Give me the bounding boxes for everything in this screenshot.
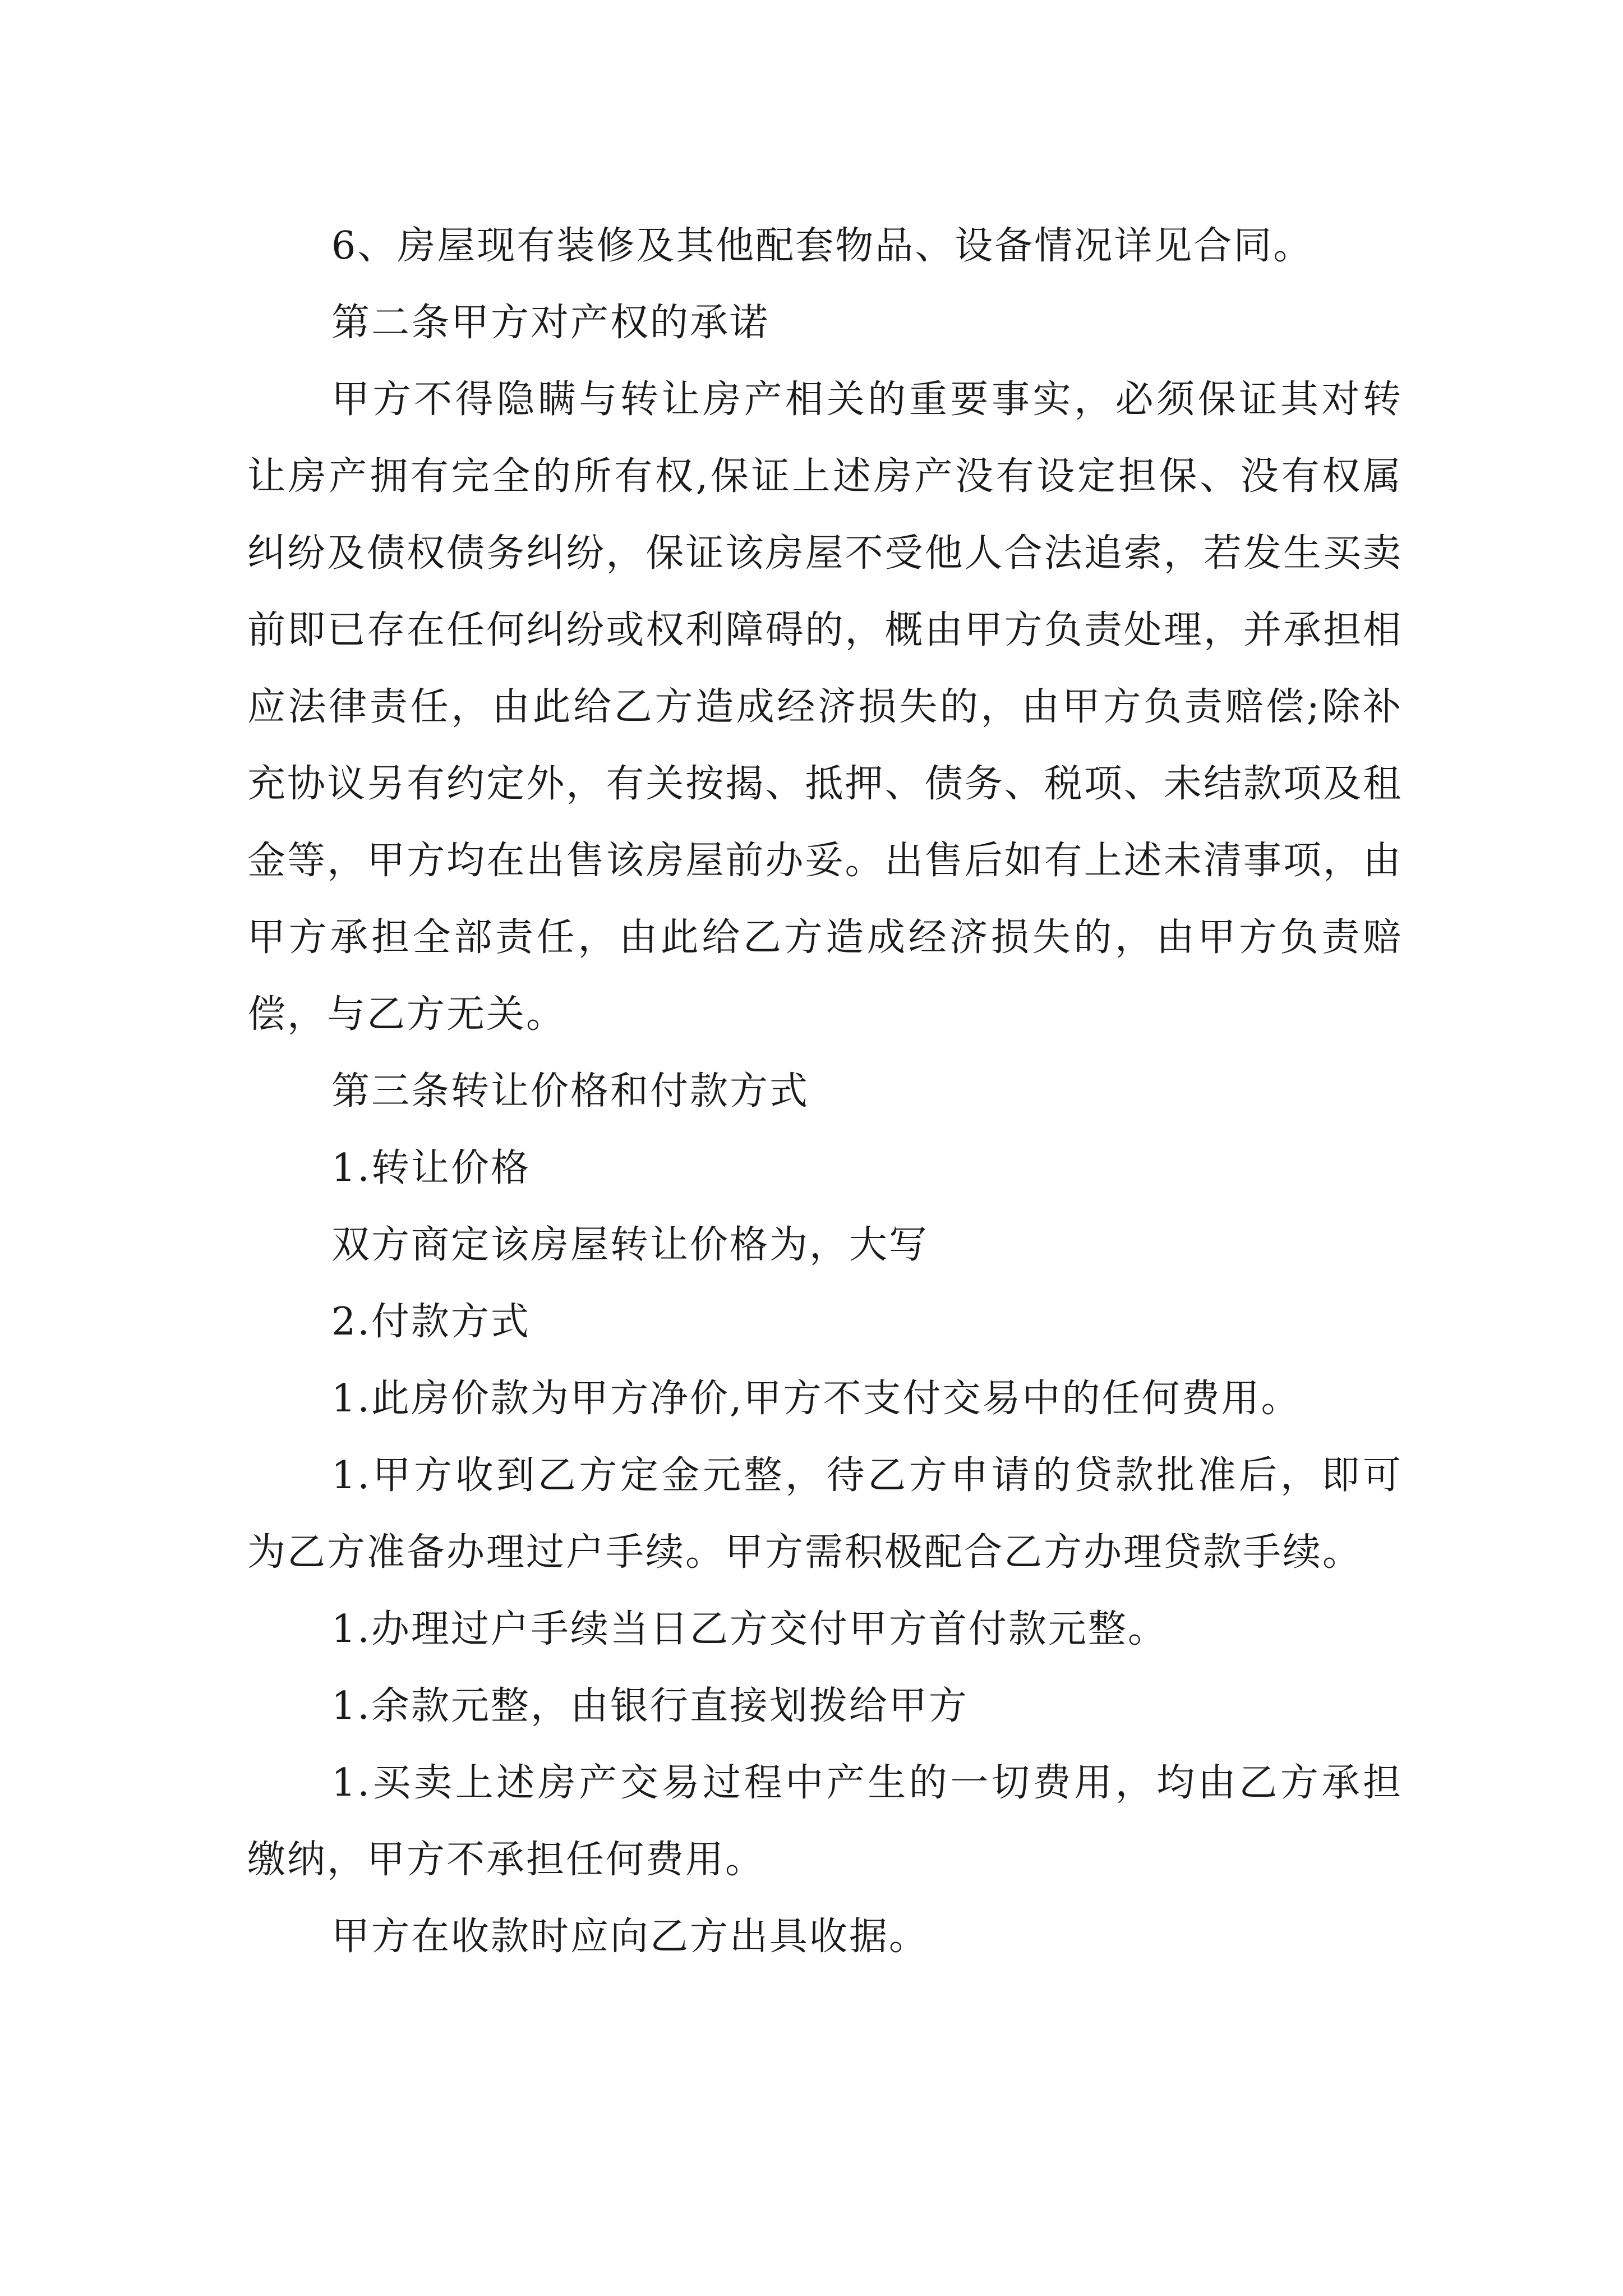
paragraph-fees: 1.买卖上述房产交易过程中产生的一切费用，均由乙方承担缴纳，甲方不承担任何费用。 — [247, 1761, 1403, 1882]
section-heading-article-2: 第二条甲方对产权的承诺 — [331, 301, 770, 345]
paragraph-deposit: 1.甲方收到乙方定金元整，待乙方申请的贷款批准后，即可为乙方准备办理过户手续。甲方需积极配合乙方办理贷款手续。 — [247, 1453, 1403, 1575]
subheading-transfer-price: 1.转让价格 — [331, 1146, 531, 1190]
paragraph-ownership-guarantee: 甲方不得隐瞒与转让房产相关的重要事实，必须保证其对转让房产拥有完全的所有权,保证上述房产没有设定担保、没有权属纠纷及债权债务纠纷，保证该房屋不受他人合法追索，若发生买卖前即已存在任何纠纷或权利障碍的，概由甲方负责处理，并承担相应法律责任，由此给乙方造成经济损失的，由甲方负责赔偿;除补充协议另有约定外，有关按揭、抵押、债务、税项、未结款项及租金等，甲方均在出售该房屋前办妥。出售后如有上述未清事项，由甲方承担全部责任，由此给乙方造成经济损失的，由甲方负责赔偿，与乙方无关。 — [247, 378, 1403, 1037]
paragraph-agreed-price: 双方商定该房屋转让价格为，大写 — [331, 1223, 929, 1267]
document-body — [247, 208, 1403, 1975]
subheading-payment-method: 2.付款方式 — [331, 1300, 531, 1344]
paragraph-receipt: 甲方在收款时应向乙方出具收据。 — [331, 1915, 929, 1959]
paragraph-decoration-note: 6、房屋现有装修及其他配套物品、设备情况详见合同。 — [331, 224, 1313, 268]
paragraph-down-payment: 1.办理过户手续当日乙方交付甲方首付款元整。 — [331, 1607, 1168, 1651]
paragraph-balance: 1.余款元整，由银行直接划拨给甲方 — [331, 1684, 969, 1728]
paragraph-net-price: 1.此房价款为甲方净价,甲方不支付交易中的任何费用。 — [331, 1377, 1301, 1421]
section-heading-article-3: 第三条转让价格和付款方式 — [331, 1069, 810, 1114]
